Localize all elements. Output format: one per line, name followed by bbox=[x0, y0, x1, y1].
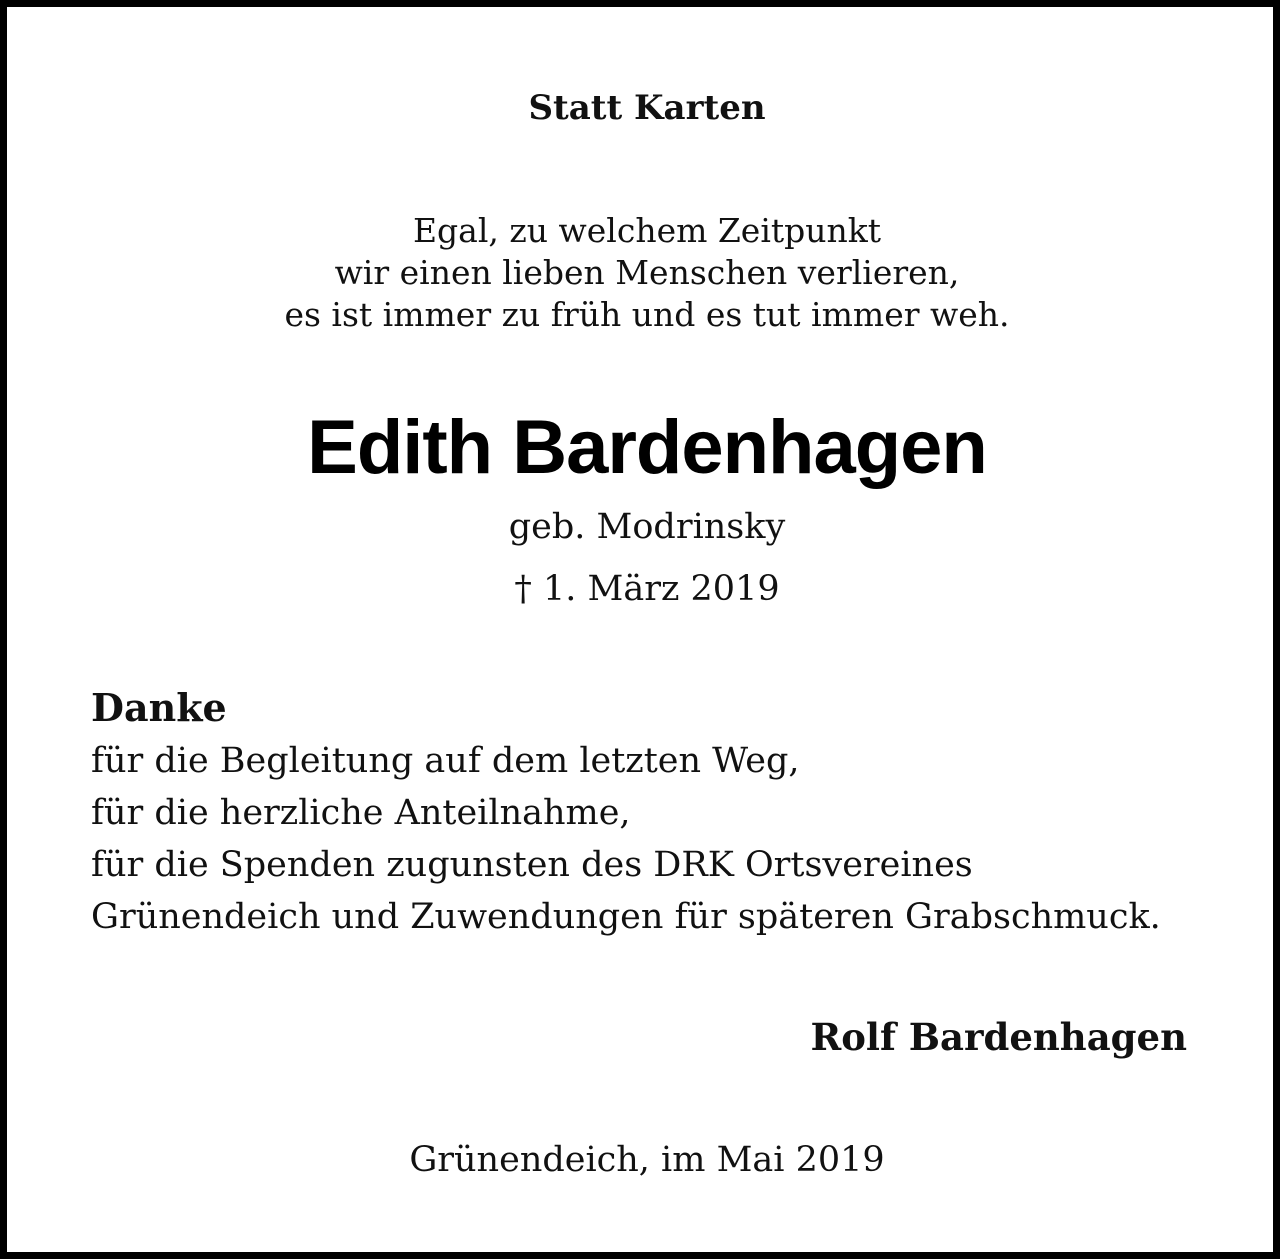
thanks-line: Grünendeich und Zuwendungen für späteren Grabschmuck. bbox=[91, 897, 1161, 937]
birth-name: geb. Modrinsky bbox=[508, 507, 786, 547]
thanks-line: für die Begleitung auf dem letzten Weg, bbox=[91, 741, 800, 781]
thanks-line: für die Spenden zugunsten des DRK Ortsvereines bbox=[91, 845, 973, 885]
place-and-date: Grünendeich, im Mai 2019 bbox=[409, 1140, 885, 1180]
thanks-line: für die herzliche Anteilnahme, bbox=[91, 793, 631, 833]
death-date: † 1. März 2019 bbox=[514, 569, 780, 609]
thanks-section bbox=[91, 681, 1231, 943]
signature: Rolf Bardenhagen bbox=[810, 1015, 1187, 1059]
deceased-name: Edith Bardenhagen bbox=[307, 405, 987, 490]
quote-line: wir einen lieben Menschen verlieren, bbox=[334, 253, 960, 292]
thanks-title: Danke bbox=[91, 685, 227, 730]
memorial-quote bbox=[7, 210, 1280, 336]
quote-line: es ist immer zu früh und es tut immer weh. bbox=[284, 295, 1010, 334]
quote-line: Egal, zu welchem Zeitpunkt bbox=[412, 211, 882, 250]
notice-heading: Statt Karten bbox=[528, 88, 766, 128]
